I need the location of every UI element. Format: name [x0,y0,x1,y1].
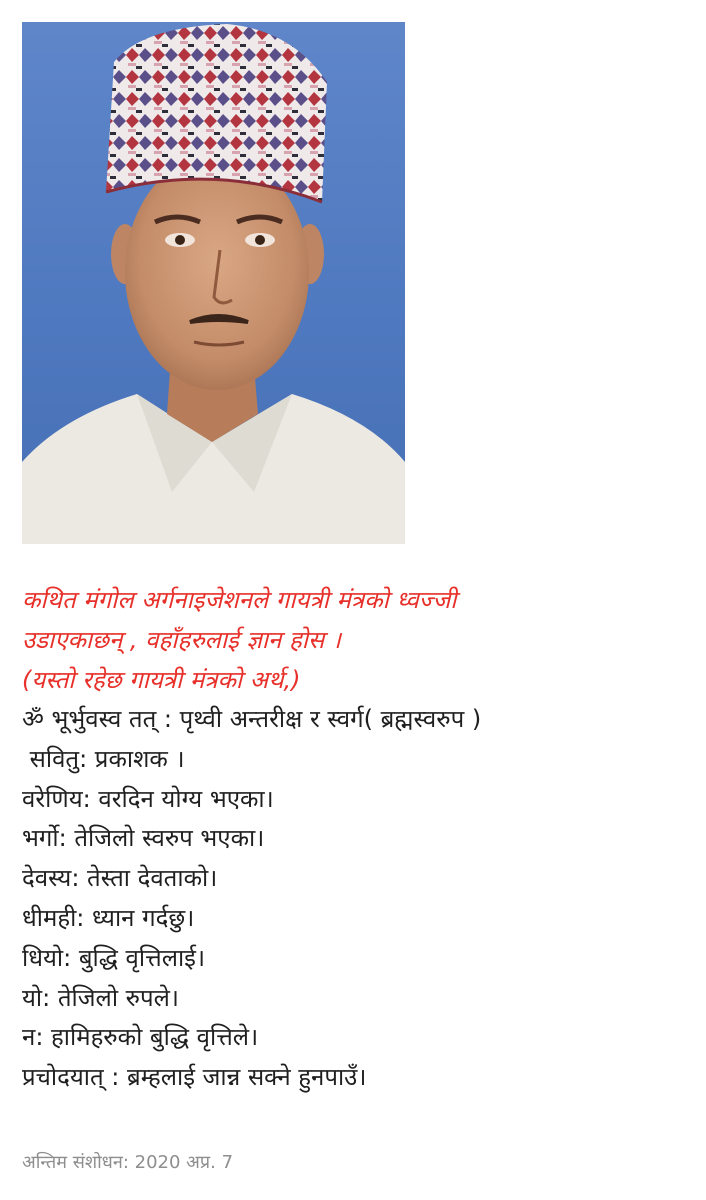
intro-line: उडाएकाछन् , वहाँहरुलाई ज्ञान होस । [22,626,341,654]
intro-line: (यस्तो रहेछ गायत्री मंत्रको अर्थ,) [22,666,301,694]
mantra-line: सवितु: प्रकाशक । [22,744,185,773]
mantra-line: न: हामिहरुको बुद्धि वृत्तिले। [22,1023,259,1052]
mantra-line: धीमही: ध्यान गर्दछु। [22,903,195,932]
portrait-photo [22,22,405,544]
mantra-line: यो: तेजिलो रुपले। [22,983,180,1012]
intro-text-block [22,580,682,700]
intro-line: कथित मंगोल अर्गनाइजेशनले गायत्री मंत्रको ध्वज्जी [22,586,457,614]
mantra-line: वरेणिय: वरदिन योग्य भएका। [22,784,274,813]
last-modified-text: अन्तिम संशोधन: 2020 अप्र. 7 [22,1152,234,1173]
mantra-line: देवस्य: तेस्ता देवताको। [22,864,218,893]
mantra-line: भर्गो: तेजिलो स्वरुप भएका। [22,824,265,853]
mantra-line: प्रचोदयात् : ब्रम्हलाई जान्न सक्ने हुनपाउँ। [22,1063,367,1092]
mantra-line: धियो: बुद्धि वृत्तिलाई। [22,943,206,972]
mantra-meaning-list [22,700,702,1098]
mantra-line: ॐ भूर्भुवस्व तत् : पृथ्वी अन्तरीक्ष र स्वर्ग( ब्रह्मस्वरुप ) [22,705,482,733]
